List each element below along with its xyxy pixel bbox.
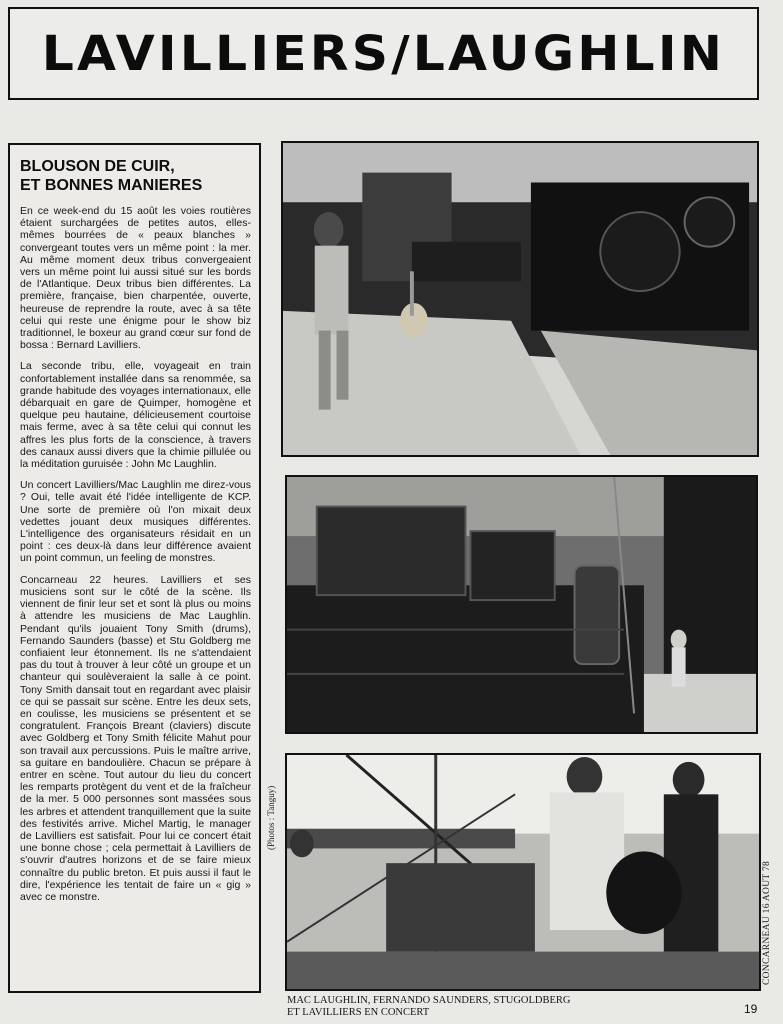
article-paragraph-3: Un concert Lavilliers/Mac Laughlin me direz-vous ? Oui, telle avait été l'idée intelligente de KCP. Une sorte de première où l'on mixait deux vedettes jouant deux musiques différentes. L'intelligence des organisateurs résidait en un point : ces deux-là dans leur différence avaient un point commun, un feeling de monstres.	[20, 479, 251, 565]
article-paragraph-2: La seconde tribu, elle, voyageait en train confortablement installée dans sa renommée, sa grande habitude des voyages internationaux, elle débarquait en gare de Quimper, homogène et quelque peu hautaine, délicieusement courtoise mais ferme, avec à sa tête celui qui connut les affres les plus forts de la conscience, à travers des canaux aussi divers que la chimie pillulée ou la méditation guruisée : John Mc Laughlin.	[20, 360, 251, 471]
photo-caption	[287, 995, 707, 1019]
page-number: 19	[744, 1002, 758, 1016]
caption-line-1: MAC LAUGHLIN, FERNANDO SAUNDERS, STUGOLDBERG	[287, 995, 571, 1006]
article-paragraph-1: En ce week-end du 15 août les voies routières étaient surchargées de petites autos, elles-mêmes bourrées de « peaux blanches » convergeant toutes vers un même point : la mer. Au même moment deux tribus convergeaient vers un même point lui aussi situé sur les bords de l'Atlantique. Deux tribus bien différentes. La première, française, bien charpentée, ouverte, heureuse de reprendre la route, avec à sa tête celui qui reste une énigme pour le show biz traditionnel, le boxeur au grand cœur sur fond de bossa : Bernard Lavilliers.	[20, 205, 251, 352]
article-column	[8, 143, 261, 993]
caption-line-2: ET LAVILLIERS EN CONCERT	[287, 1007, 430, 1018]
photo-speaker-stacks	[285, 475, 758, 734]
photo-lavilliers-on-stage	[281, 141, 759, 457]
photo-credit: (Photos : Tanguy)	[266, 785, 276, 850]
photo-3-image	[287, 755, 759, 989]
photo-dateline: CONCARNEAU 16 AOUT 78	[762, 860, 772, 985]
headline-line-2: ET BONNES MANIERES	[20, 177, 203, 194]
photo-1-image	[283, 143, 757, 455]
photo-backstage-crowd	[285, 753, 761, 991]
page-title: LAVILLIERS/LAUGHLIN	[41, 25, 726, 82]
headline-line-1: BLOUSON DE CUIR,	[20, 158, 175, 175]
article-paragraph-4: Concarneau 22 heures. Lavilliers et ses musiciens sont sur le côté de la scène. Ils viennent de finir leur set et sont là plus ou moins à attendre les musiciens de Mac Laughlin. Pendant qu'ils jouaient Tony Smith (drums), Fernando Saunders (basse) et Stu Goldberg me confiaient leur étonnement. Ils ne s'attendaient pas du tout à trouver à leur côté un groupe et un chanteur qui soulèveraient la salle à ce point. Tony Smith dansait tout en regardant avec plaisir ce qui se passait sur scène. Entre les deux sets, en coulisse, les musiciens se présentent et se congratulent. François Breant (claviers) discute avec Goldberg et Tony Smith félicite Mahut pour son travail aux percussions. Puis le maître arrive, sa guitare en bandoulière. Chacun se prépare à entrer en scène. Tout autour du lieu du concert les remparts protègent du vent et de la fraîcheur de la mer. 5 000 personnes sont massées sous les arbres et attendent tranquillement que la suite des festivités arrive. Michel Martig, le manager de Lavilliers est satisfait. Pour lui ce concert était une bonne chose ; cela permettait à Lavilliers de s'ouvrir d'autres horizons et de se faire mieux connaître du public breton. Et puis aussi il faut le dire, l'expérience les tentait de faire un « gig » avec ce monstre.	[20, 573, 251, 903]
article-headline	[20, 157, 251, 195]
photo-2-image	[287, 477, 756, 732]
title-banner	[8, 7, 759, 100]
